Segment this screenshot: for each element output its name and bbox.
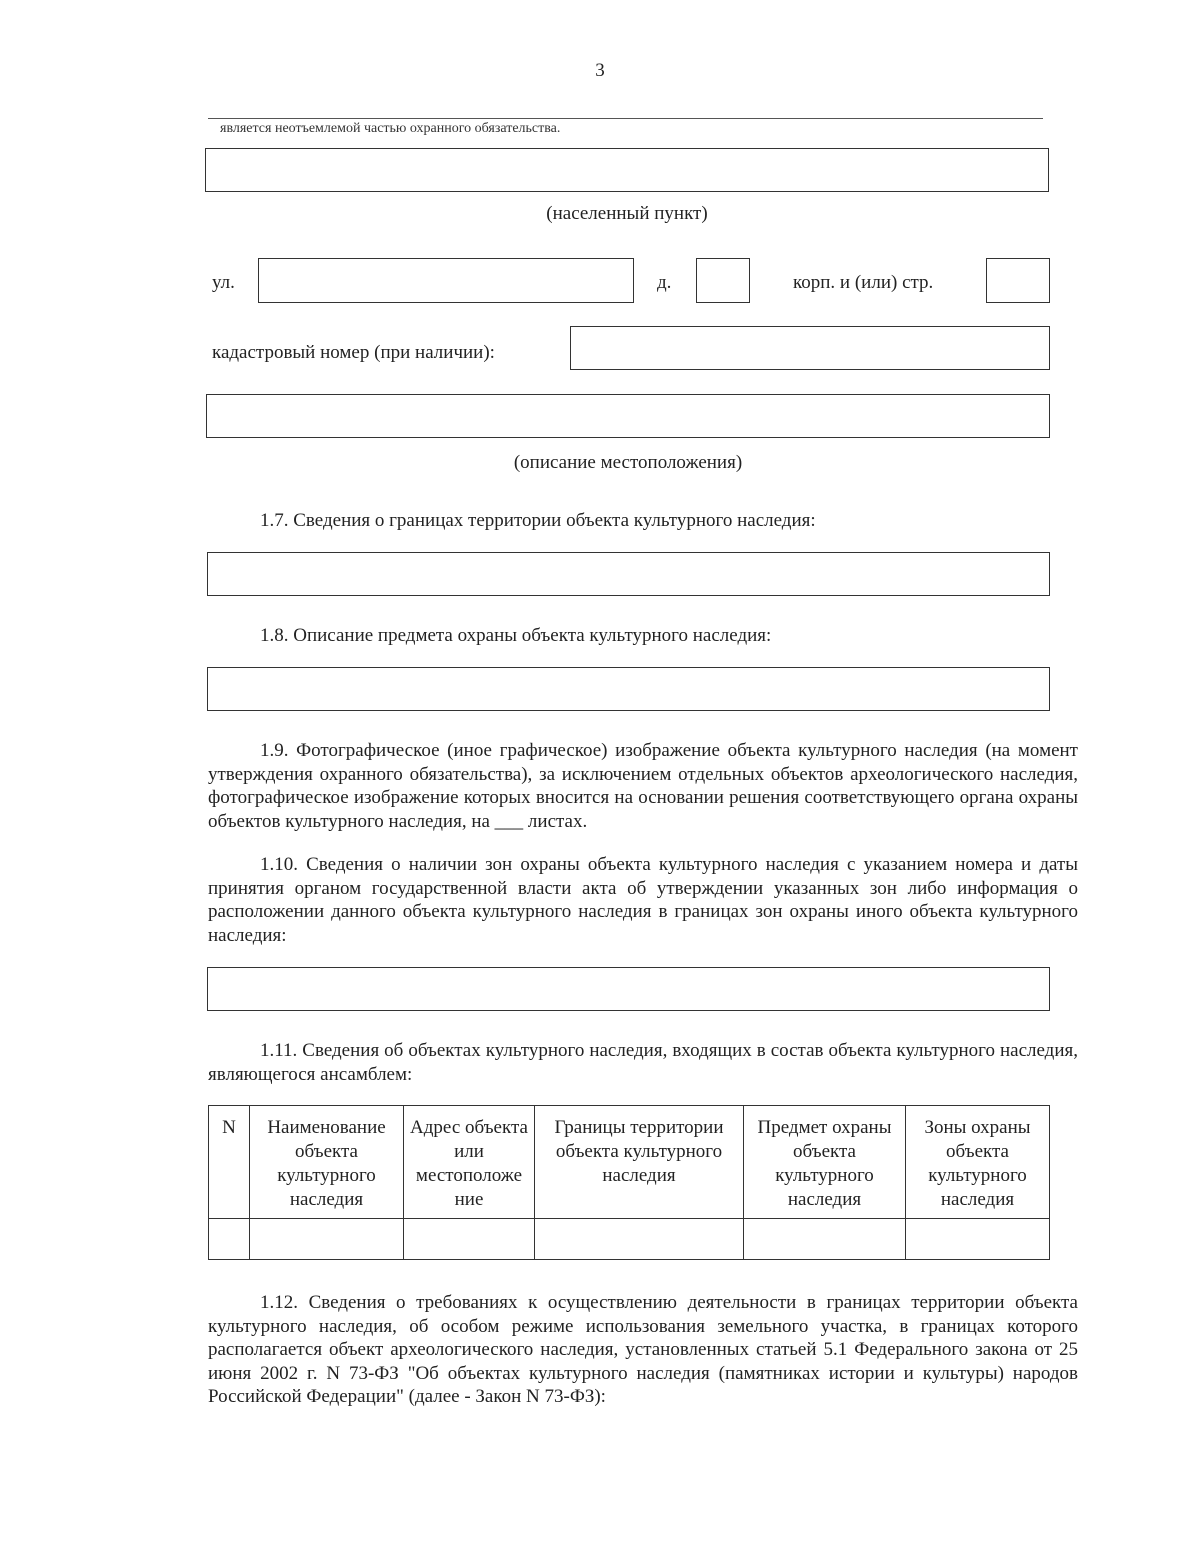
table-row [209, 1219, 1050, 1260]
table-cell[interactable] [250, 1219, 404, 1260]
section-1-11-text: 1.11. Сведения об объектах культурного наследия, входящих в состав объекта культурного наследия, являющегося ансамблем: [208, 1040, 1078, 1085]
location-field[interactable] [206, 394, 1050, 438]
cadastral-field[interactable] [570, 326, 1050, 370]
section-1-7-heading: 1.7. Сведения о границах территории объекта культурного наследия: [260, 510, 816, 531]
building-label: корп. и (или) стр. [793, 272, 934, 293]
cadastral-label: кадастровый номер (при наличии): [212, 342, 495, 363]
table-cell[interactable] [404, 1219, 535, 1260]
building-field[interactable] [986, 258, 1050, 303]
table-cell[interactable] [535, 1219, 744, 1260]
section-1-8-heading: 1.8. Описание предмета охраны объекта культурного наследия: [260, 625, 772, 646]
table-header-row [209, 1106, 1050, 1219]
col-boundaries-header: Границы территории объекта культурного наследия [535, 1106, 744, 1219]
section-1-9-text: 1.9. Фотографическое (иное графическое) изображение объекта культурного наследия (на момент утверждения охранного обязательства), за исключением отдельных объектов археологического наследия, фотографическое изображение которых вносится на основании решения соответствующего органа охраны объектов культурного наследия, на ___ листах. [208, 740, 1078, 832]
footnote-rule [208, 118, 1043, 119]
table-cell[interactable] [906, 1219, 1050, 1260]
ensemble-objects-table [208, 1105, 1050, 1260]
house-field[interactable] [696, 258, 750, 303]
boundaries-field[interactable] [207, 552, 1050, 596]
col-address-header: Адрес объекта или местоположе ние [404, 1106, 535, 1219]
table-cell[interactable] [744, 1219, 906, 1260]
protection-subject-field[interactable] [207, 667, 1050, 711]
footnote-text: является неотъемлемой частью охранного обязательства. [220, 121, 561, 136]
col-number-header: N [209, 1106, 250, 1219]
section-1-12-text: 1.12. Сведения о требованиях к осуществлению деятельности в границах территории объекта культурного наследия, об особом режиме использования земельного участка, в границах которого располагается объект археологического наследия, установленных статьей 5.1 Федерального закона от 25 июня 2002 г. N 73-ФЗ "Об объектах культурного наследия (памятниках истории и культуры) народов Российской Федерации" (далее - Закон N 73-ФЗ): [208, 1292, 1078, 1407]
street-label: ул. [212, 272, 235, 293]
house-label: д. [657, 272, 672, 293]
section-1-10-text: 1.10. Сведения о наличии зон охраны объекта культурного наследия с указанием номера и даты принятия органом государственной власти акта об утверждении указанных зон либо информация о расположении данного объекта культурного наследия в границах зон охраны иного объекта культурного наследия: [208, 854, 1078, 946]
settlement-field[interactable] [205, 148, 1049, 192]
location-caption: (описание местоположения) [513, 452, 743, 473]
protection-zones-field[interactable] [207, 967, 1050, 1011]
table-cell[interactable] [209, 1219, 250, 1260]
col-protection-subject-header: Предмет охраны объекта культурного наследия [744, 1106, 906, 1219]
col-name-header: Наименование объекта культурного наследия [250, 1106, 404, 1219]
col-protection-zones-header: Зоны охраны объекта культурного наследия [906, 1106, 1050, 1219]
page-number: 3 [595, 60, 605, 81]
street-field[interactable] [258, 258, 634, 303]
settlement-caption: (населенный пункт) [546, 203, 708, 224]
